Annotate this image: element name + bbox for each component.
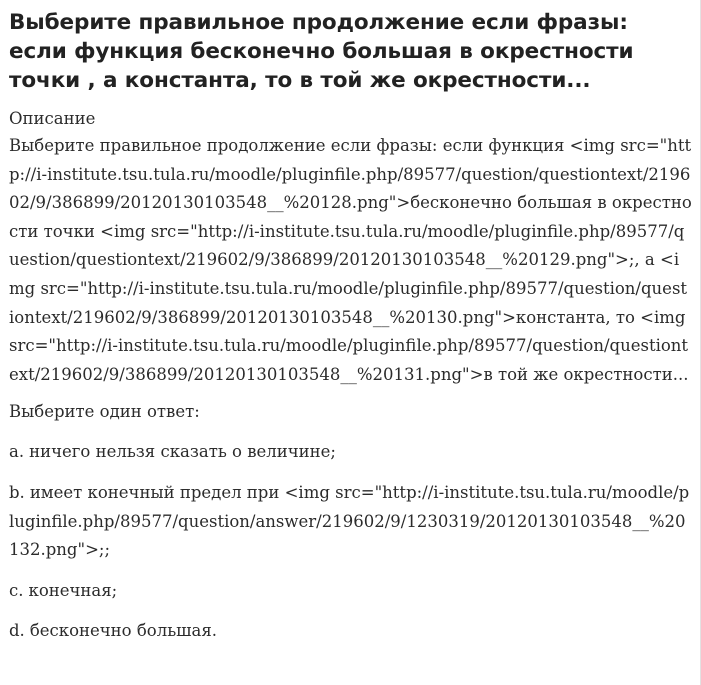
answer-text: бесконечно большая. <box>29 621 218 641</box>
answer-prompt: Выберите один ответ: <box>9 402 200 422</box>
answer-letter: c. <box>9 580 24 600</box>
answer-text: конечная; <box>28 580 118 600</box>
answer-option-d[interactable] <box>9 617 692 646</box>
description-label: Описание <box>9 109 96 128</box>
answer-option-b[interactable] <box>9 479 692 565</box>
answer-text: имеет конечный предел при <img src="http://i-institute.tsu.tula.ru/moodle/pluginfile.php/89577/question/answer/219602/9/1230319/20120130103548__%20132.png">;; <box>9 482 690 560</box>
answer-option-c[interactable] <box>9 577 692 606</box>
question-title: Выберите правильное продолжение если фразы: если функция бесконечно большая в окрестности точки , а константа, то в той же окрестности... <box>9 10 634 93</box>
answer-option-a[interactable] <box>9 438 692 467</box>
answer-letter: d. <box>9 621 25 641</box>
answer-text: ничего нельзя сказать о величине; <box>29 442 336 462</box>
answer-letter: b. <box>9 482 25 502</box>
answer-letter: a. <box>9 442 25 462</box>
description-text: Выберите правильное продолжение если фразы: если функция <img src="http://i-institute.tsu.tula.ru/moodle/pluginfile.php/89577/question/questiontext/219602/9/386899/20120130103548__%20128.png">бесконечно большая в окрестности точки <img src="http://i-institute.tsu.tula.ru/moodle/pluginfile.php/89577/question/questiontext/219602/9/386899/20120130103548__%20129.png">;, а <img src="http://i-institute.tsu.tula.ru/moodle/pluginfile.php/89577/question/questiontext/219602/9/386899/20120130103548__%20130.png">константа, то <img src="http://i-institute.tsu.tula.ru/moodle/pluginfile.php/89577/question/questiontext/219602/9/386899/20120130103548__%20131.png">в той же окрестности... <box>9 136 692 384</box>
